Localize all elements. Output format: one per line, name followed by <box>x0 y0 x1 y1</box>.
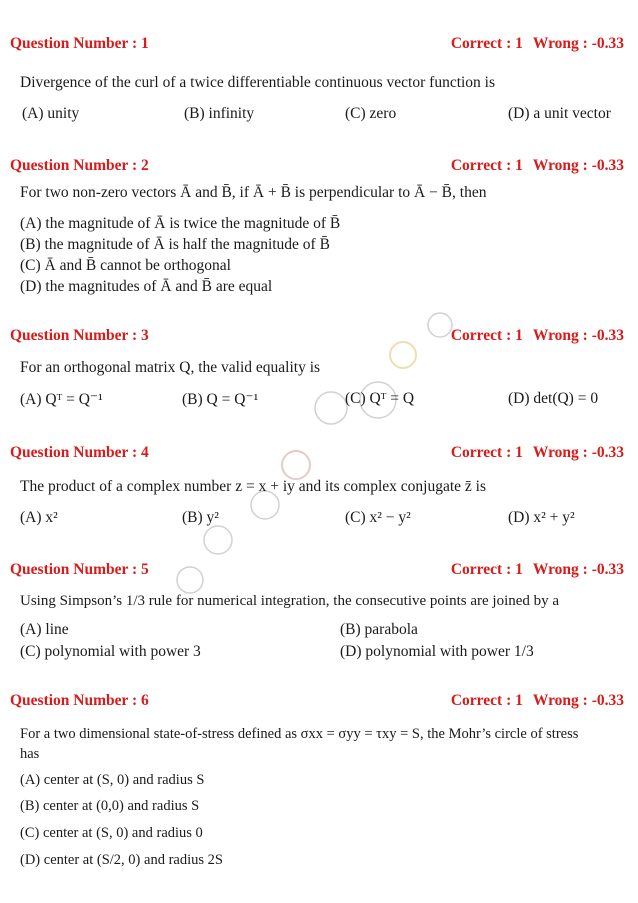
question-3 <box>0 327 638 408</box>
marking-scheme <box>451 157 624 175</box>
option-b[interactable]: (B) parabola <box>340 621 418 638</box>
option-d[interactable]: (D) x² + y² <box>508 509 575 526</box>
wrong-marks: Wrong : -0.33 <box>532 561 624 578</box>
marking-scheme <box>451 35 624 53</box>
option-a[interactable]: (A) Qᵀ = Q⁻¹ <box>20 391 103 408</box>
question-5 <box>0 561 638 660</box>
question-1 <box>0 35 638 122</box>
option-b[interactable]: (B) infinity <box>184 105 255 122</box>
option-b[interactable]: (B) y² <box>182 509 219 526</box>
option-c[interactable]: (C) Ā and B̄ cannot be orthogonal <box>20 257 231 274</box>
question-2 <box>0 157 638 295</box>
option-d[interactable]: (D) the magnitudes of Ā and B̄ are equal <box>20 278 273 295</box>
question-stem: For two non-zero vectors Ā and B̄, if Ā + B̄ is perpendicular to Ā − B̄, then <box>20 184 487 201</box>
options-list <box>20 213 340 297</box>
option-a[interactable]: (A) unity <box>22 105 80 122</box>
correct-marks: Correct : 1 <box>450 327 523 344</box>
option-d[interactable]: (D) a unit vector <box>508 105 611 122</box>
question-number: Question Number : 1 <box>10 35 149 52</box>
question-stem-line-1: For a two dimensional state-of-stress defined as σxx = σyy = τxy = S, the Mohr’s circle of stress <box>20 726 579 742</box>
wrong-marks: Wrong : -0.33 <box>532 327 624 344</box>
wrong-marks: Wrong : -0.33 <box>532 157 624 174</box>
correct-marks: Correct : 1 <box>450 692 523 709</box>
wrong-marks: Wrong : -0.33 <box>532 35 624 52</box>
option-c[interactable]: (C) x² − y² <box>345 509 411 526</box>
option-d[interactable]: (D) center at (S/2, 0) and radius 2S <box>20 852 223 868</box>
option-a[interactable]: (A) center at (S, 0) and radius S <box>20 772 205 788</box>
option-c[interactable]: (C) center at (S, 0) and radius 0 <box>20 825 203 841</box>
option-d[interactable]: (D) polynomial with power 1/3 <box>340 643 534 660</box>
option-b[interactable]: (B) Q = Q⁻¹ <box>182 391 259 408</box>
question-6 <box>0 692 638 868</box>
question-4 <box>0 444 638 526</box>
question-stem: The product of a complex number z = x + iy and its complex conjugate z̄ is <box>20 478 486 495</box>
question-number: Question Number : 4 <box>10 444 149 461</box>
question-stem: Divergence of the curl of a twice differentiable continuous vector function is <box>20 74 496 91</box>
option-a[interactable]: (A) the magnitude of Ā is twice the magnitude of B̄ <box>20 215 341 232</box>
question-number: Question Number : 2 <box>10 157 149 174</box>
option-b[interactable]: (B) the magnitude of Ā is half the magnitude of B̄ <box>20 236 330 253</box>
option-d[interactable]: (D) det(Q) = 0 <box>508 390 599 407</box>
marking-scheme <box>451 692 624 710</box>
marking-scheme <box>451 327 624 345</box>
correct-marks: Correct : 1 <box>450 35 523 52</box>
question-stem: Using Simpson’s 1/3 rule for numerical integration, the consecutive points are joined by a <box>20 593 560 609</box>
option-a[interactable]: (A) x² <box>20 509 58 526</box>
correct-marks: Correct : 1 <box>450 561 523 578</box>
wrong-marks: Wrong : -0.33 <box>532 692 624 709</box>
question-stem-line-2: has <box>20 746 40 762</box>
seal-icon <box>204 526 232 554</box>
question-number: Question Number : 3 <box>10 327 149 344</box>
seal-icon <box>315 392 347 424</box>
option-b[interactable]: (B) center at (0,0) and radius S <box>20 798 200 814</box>
option-a[interactable]: (A) line <box>20 621 69 638</box>
marking-scheme <box>451 561 624 579</box>
wrong-marks: Wrong : -0.33 <box>532 444 624 461</box>
question-stem: For an orthogonal matrix Q, the valid equality is <box>20 359 321 376</box>
question-number: Question Number : 6 <box>10 692 149 709</box>
correct-marks: Correct : 1 <box>450 444 523 461</box>
question-number: Question Number : 5 <box>10 561 149 578</box>
option-c[interactable]: (C) zero <box>345 105 397 122</box>
option-c[interactable]: (C) polynomial with power 3 <box>20 643 201 660</box>
correct-marks: Correct : 1 <box>450 157 523 174</box>
marking-scheme <box>451 444 624 462</box>
option-c[interactable]: (C) Qᵀ = Q <box>345 390 415 407</box>
